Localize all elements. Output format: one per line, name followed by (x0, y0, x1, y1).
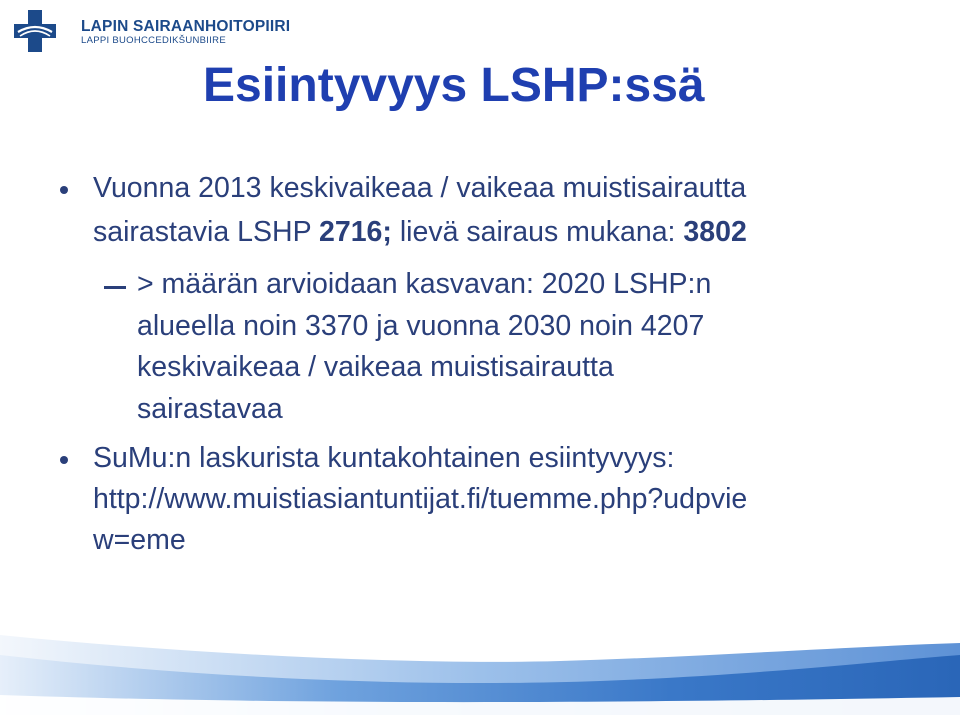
bullet-1-line-2 (93, 214, 747, 250)
subbullet-line-4: sairastavaa (137, 393, 283, 425)
bullet-1-text-b: lievä sairaus mukana: (391, 216, 684, 248)
organization-logo (8, 6, 308, 50)
bullet-2-line-1: SuMu:n laskurista kuntakohtainen esiintyvyys: (93, 442, 675, 474)
bullet-2-link-part-1[interactable]: http://www.muistiasiantuntijat.fi/tuemme.php?udpvie (93, 483, 748, 515)
bullet-2-link-part-2[interactable]: w=eme (93, 524, 186, 556)
cross-logo-icon (12, 8, 58, 54)
subbullet-line-3: keskivaikeaa / vaikeaa muistisairautta (137, 351, 614, 383)
bullet-1-text-a: sairastavia LSHP (93, 216, 319, 248)
logo-name: LAPIN SAIRAANHOITOPIIRI (81, 18, 291, 35)
bullet-1-line-1: Vuonna 2013 keskivaikeaa / vaikeaa muistisairautta (93, 172, 747, 204)
subbullet-line-1: > määrän arvioidaan kasvavan: 2020 LSHP:n (137, 268, 712, 300)
bullet-1-count-total: 3802 (683, 216, 747, 248)
bullet-marker (60, 456, 68, 464)
subbullet-line-2: alueella noin 3370 ja vuonna 2030 noin 4207 (137, 310, 705, 342)
subbullet-dash (104, 286, 126, 289)
bullet-marker (60, 186, 68, 194)
footer-wave-decoration (0, 625, 960, 715)
slide-title: Esiintyvyys LSHP:ssä (203, 59, 705, 112)
logo-subname: LAPPI BUOHCCEDIKŠUNBIIRE (81, 35, 226, 46)
bullet-1-count-moderate: 2716; (319, 216, 392, 248)
